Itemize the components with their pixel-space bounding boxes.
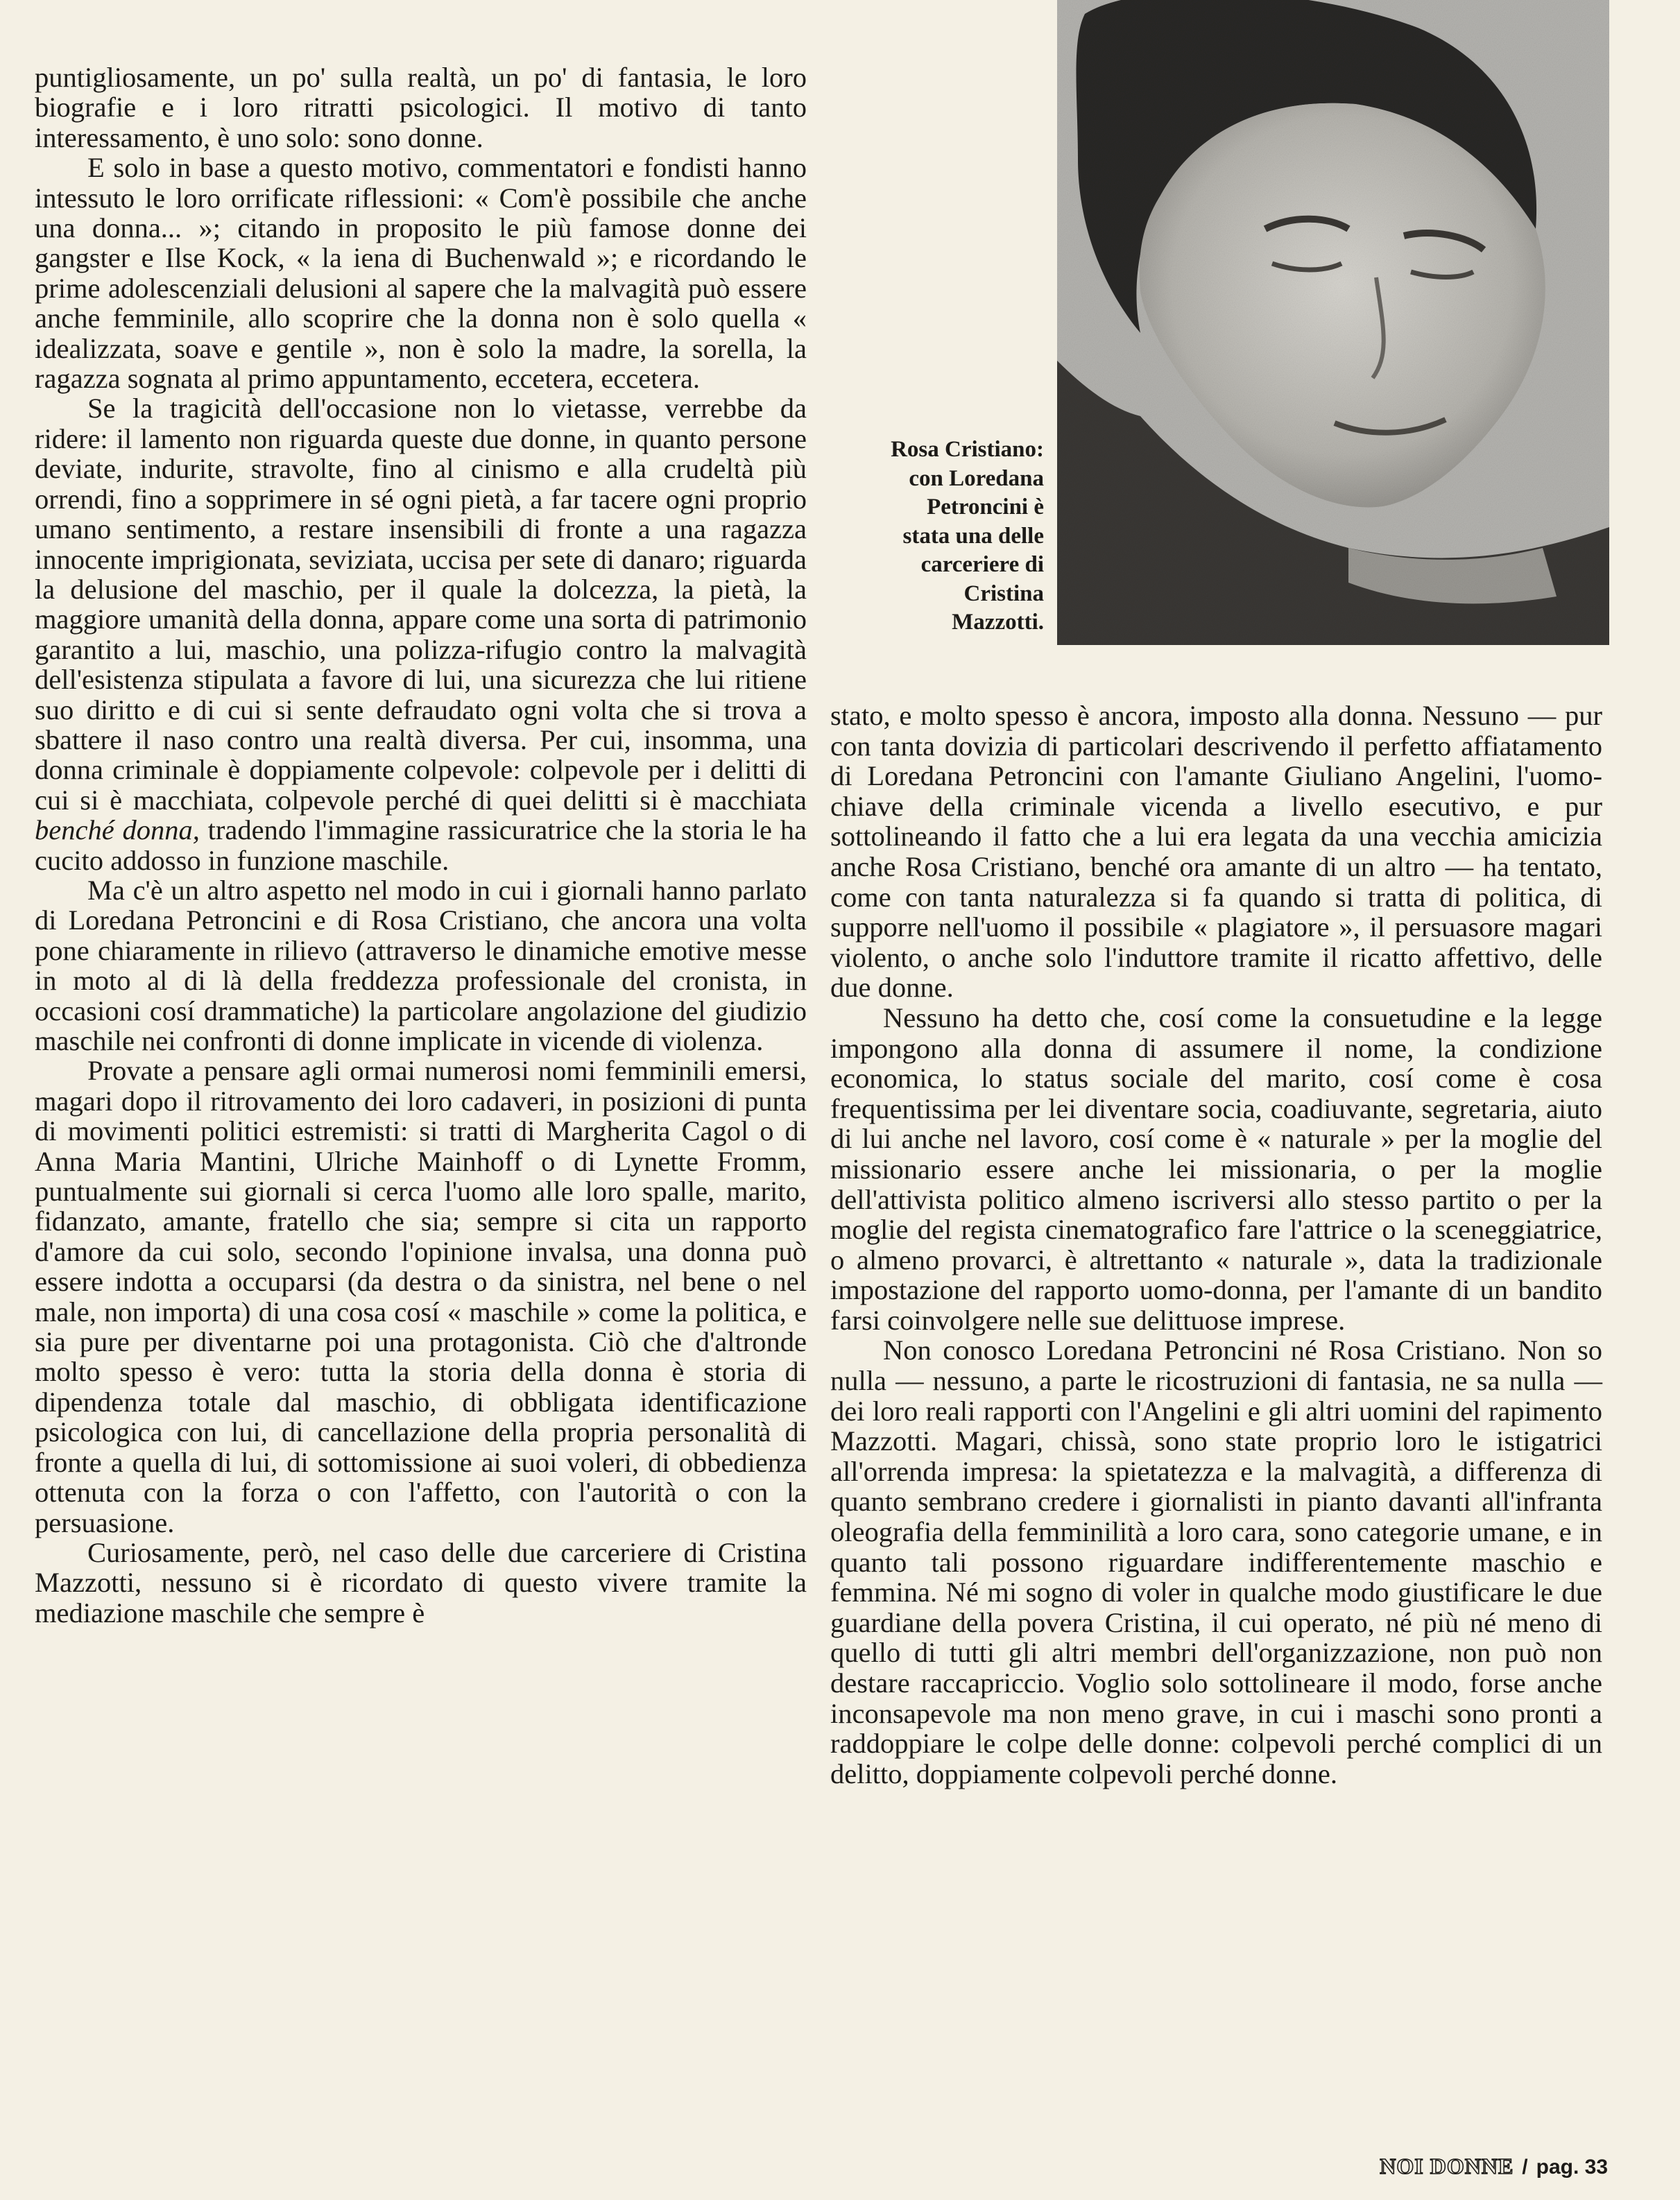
- magazine-logo: NOI DONNE: [1380, 2154, 1514, 2178]
- portrait-image: [1057, 0, 1609, 645]
- portrait-photo: [1057, 0, 1609, 645]
- paragraph: Ma c'è un altro aspetto nel modo in cui i giornali hanno parlato di Loredana Petroncini e di Rosa Cristiano, che ancora una volta pone chiaramente in rilievo (attraverso le dinamiche emotive messe in moto al di là della freddezza professionale del cronista, in occasioni cosí drammatiche) la particolare angolazione del giudizio maschile nei confronti di donne implicate in vicende di violenza.: [35, 874, 807, 1056]
- caption-line: Petroncini è: [927, 495, 1044, 519]
- page-footer: [1380, 2154, 1608, 2179]
- paragraph: Provate a pensare agli ormai numerosi nomi femminili emersi, magari dopo il ritrovamento dei loro cadaveri, in posizioni di punta di movimenti politici estremisti: si tratti di Margherita Cagol o di Anna Maria Mantini, Ulriche Mainhoff o di Lynette Fromm, puntualmente sui giornali si cerca l'uomo alle loro spalle, marito, fidanzato, amante, fratello che sia; sempre si cita un rapporto d'amore da cui solo, secondo l'opinione invalsa, una donna può essere indotta a occuparsi (da destra o da sinistra, nel bene o nel male, non importa) di una cosa cosí « maschile » come la politica, e sia pure per diventarne poi una protagonista. Ciò che d'altronde molto spesso è vero: tutta la storia della donna è storia di dipendenza totale dal maschio, di obbligata identificazione psicologica con lui, di cancellazione della propria personalità di fronte a quella di lui, di sottomissione ai suoi voleri, di obbedienza ottenuta con la forza o con l'affetto, con l'autorità o con la persuasione.: [35, 1055, 807, 1538]
- caption-line: Cristina: [963, 581, 1044, 606]
- paragraph: Nessuno ha detto che, cosí come la consuetudine e la legge impongono alla donna di assumere il nome, la condizione economica, lo status sociale del marito, cosí come è cosa frequentissima per lei diventare socia, coadiuvante, segretaria, aiuto di lui anche nel lavoro, cosí come è « naturale » per la moglie del missionario essere anche lei missionaria, o per la moglie dell'attivista politico almeno iscriversi allo stesso partito o per la moglie del regista cinematografico fare l'attrice o la sceneggiatrice, o almeno provarci, è altrettanto « naturale », data la tradizionale impostazione del rapporto uomo-donna, per l'amante di un bandito farsi coinvolgere nelle sue delittuose imprese.: [830, 1002, 1602, 1336]
- photo-caption: [836, 436, 1044, 637]
- paragraph: E solo in base a questo motivo, commentatori e fondisti hanno intessuto le loro orrificate riflessioni: « Com'è possibile che anche una donna... »; citando in proposito le più famose donne dei gangster e Ilse Kock, « la iena di Buchenwald »; e ricordando le prime adolescenziali delusioni al sapere che la malvagità può essere anche femminile, allo scoprire che la donna non è solo quella « idealizzata, soave e gentile », non è solo la madre, la sorella, la ragazza sognata al primo appuntamento, eccetera, eccetera.: [35, 152, 807, 395]
- paragraph: Curiosamente, però, nel caso delle due carceriere di Cristina Mazzotti, nessuno si è ricordato di questo vivere tramite la mediazione maschile che sempre è: [35, 1536, 807, 1628]
- paragraph: stato, e molto spesso è ancora, imposto alla donna. Nessuno — pur con tanta dovizia di particolari descrivendo il perfetto affiatamento di Loredana Petroncini con l'amante Giuliano Angelini, l'uomo-chiave della criminale vicenda a livello esecutivo, e pur sottolineando il fatto che a lui era legata da una vecchia amicizia anche Rosa Cristiano, benché ora amante di un altro — ha tentato, come con tanta naturalezza si fa quando si tratta di politica, di supporre nell'uomo il possibile « plagiatore », il persuasore magari violento, o anche solo l'induttore tramite il ricatto affettivo, delle due donne.: [830, 700, 1602, 1004]
- paragraph: Non conosco Loredana Petroncini né Rosa Cristiano. Non so nulla — nessuno, a parte le ricostruzioni di fantasia, ne sa nulla — dei loro reali rapporti con l'Angelini e gli altri uomini del rapimento Mazzotti. Magari, chissà, sono state proprio loro le istigatrici all'orrenda impresa: la spietatezza e la malvagità, a differenza di quanto sembrano credere i giornalisti in pianto davanti all'infranta oleografia della femminilità a loro cara, sono categorie umane, e in quanto tali possono riguardare indifferentemente maschio e femmina. Né mi sogno di voler in qualche modo giustificare le due guardiane della povera Cristina, il cui operato, né più né meno di quello di tutti gli altri membri dell'organizzazione, non può non destare raccapriccio. Voglio solo sottolineare il modo, forse anche inconsapevole ma non meno grave, in cui i maschi sono pronti a raddoppiare le colpe delle donne: colpevoli perché complici di un delitto, doppiamente colpevoli perché donne.: [830, 1334, 1602, 1789]
- emphasis-text: benché donna,: [35, 814, 200, 846]
- paragraph: [35, 393, 807, 875]
- caption-line: Mazzotti.: [952, 610, 1044, 635]
- paragraph-text: Se la tragicità dell'occasione non lo vietasse, verrebbe da ridere: il lamento non riguarda queste due donne, in quanto persone deviate, indurite, stravolte, fino al cinismo e alla crudeltà più orrendi, fino a sopprimere in sé ogni pietà, a far tacere ogni proprio umano sentimento, a restare insensibili di fronte a una ragazza innocente imprigionata, seviziata, uccisa per sete di danaro; riguarda la delusione del maschio, per il quale la dolcezza, la pietà, la maggiore umanità della donna, appare come una sorta di patrimonio garantito a lui, maschio, una polizza-rifugio contro la malvagità dell'esistenza stipulata a favore di lui, una sicurezza che lui ritiene suo diritto e di cui si sente defraudato ogni volta che si trova a sbattere il naso contro una realtà diversa. Per cui, insomma, una donna criminale è doppiamente colpevole: colpevole per i delitti di cui si è macchiata, colpevole perché di quei delitti si è macchiata: [35, 393, 807, 816]
- caption-line: con Loredana: [909, 465, 1044, 491]
- paragraph: puntigliosamente, un po' sulla realtà, un po' di fantasia, le loro biografie e i loro ritratti psicologici. Il motivo di tanto interessamento, è uno solo: sono donne.: [35, 62, 807, 153]
- paragraph-text: tradendo l'immagine rassicuratrice che la storia le ha cucito addosso in funzione maschile.: [35, 814, 807, 876]
- page-number: pag. 33: [1536, 2156, 1608, 2178]
- footer-separator: /: [1522, 2156, 1528, 2178]
- caption-line: Rosa Cristiano:: [891, 437, 1044, 462]
- article-column-right: [830, 701, 1602, 1789]
- article-column-left: [35, 62, 807, 1628]
- caption-line: stata una delle: [902, 523, 1044, 549]
- caption-line: carceriere di: [920, 552, 1044, 577]
